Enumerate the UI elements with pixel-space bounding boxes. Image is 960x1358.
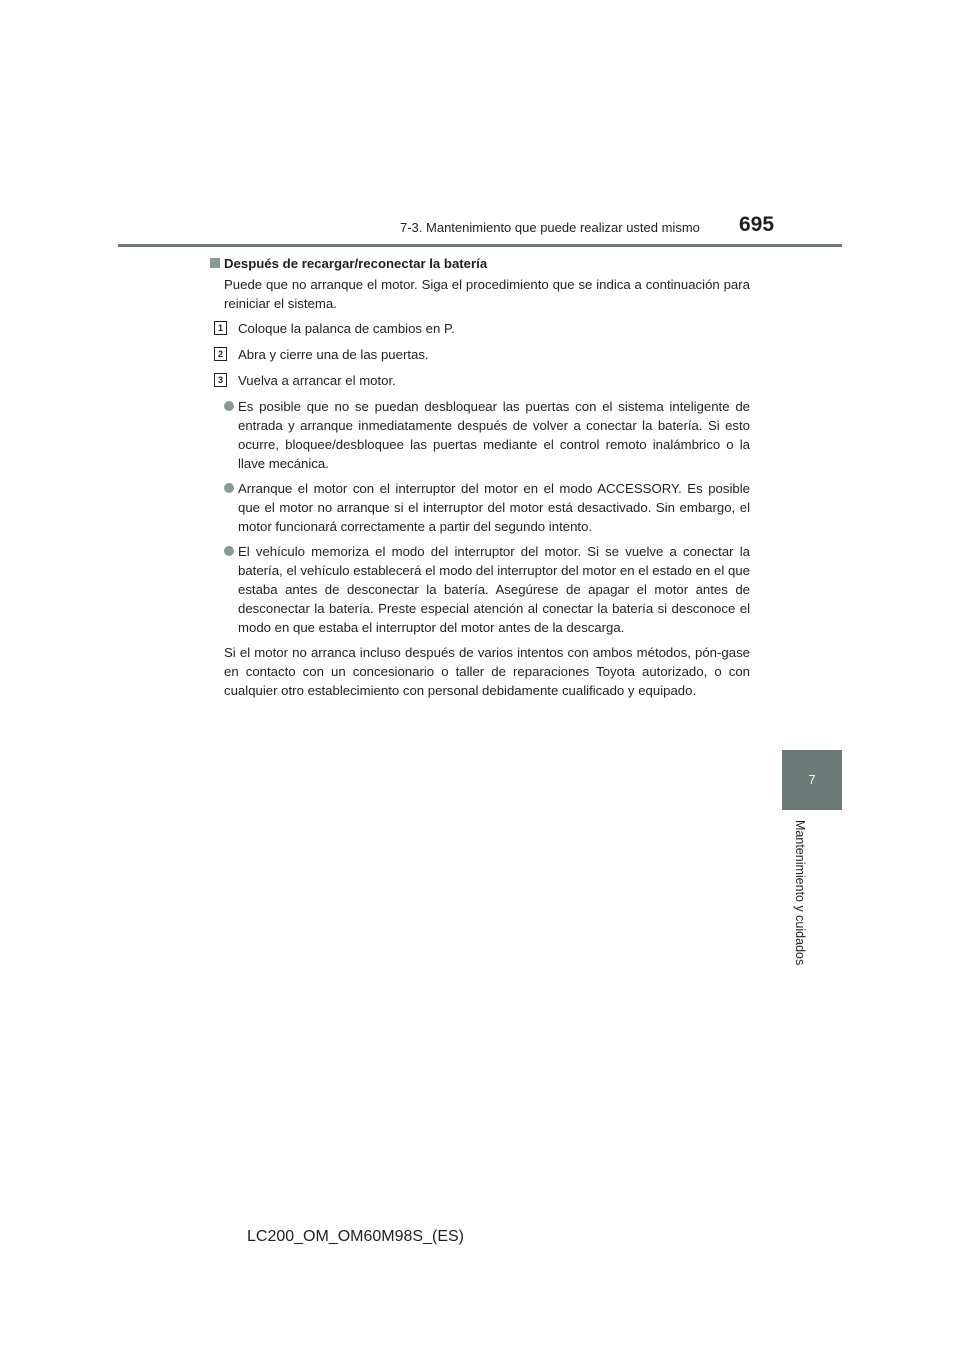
closing-paragraph: Si el motor no arranca incluso después de varios intentos con ambos métodos, pón-gase en contacto con un concesionario o taller de reparaciones Toyota autorizado, o con cualquier otro establecimiento con personal debidamente cualificado y equipado. bbox=[224, 645, 750, 698]
bullet-text: Es posible que no se puedan desbloquear las puertas con el sistema inteligente de entrada y arranque inmediatamente después de volver a conectar la batería. Si esto ocurre, bloquee/desbloquee las puertas mediante el control remoto inalámbrico o la llave mecánica. bbox=[238, 399, 750, 471]
step-item bbox=[210, 319, 750, 338]
bullet-item bbox=[210, 542, 750, 637]
intro-paragraph: Puede que no arranque el motor. Siga el procedimiento que se indica a continuación para reiniciar el sistema. bbox=[224, 277, 750, 311]
bullet-text: Arranque el motor con el interruptor del motor en el modo ACCESSORY. Es posible que el motor no arranque si el interruptor del motor está desactivado. Sin embargo, el motor funcionará correctamente a partir del segundo intento. bbox=[238, 481, 750, 534]
bullet-item bbox=[210, 479, 750, 536]
step-text: Abra y cierre una de las puertas. bbox=[238, 347, 429, 362]
step-number-icon: 3 bbox=[214, 373, 227, 387]
square-bullet-icon bbox=[210, 258, 220, 268]
chapter-label: Mantenimiento y cuidados bbox=[793, 820, 807, 966]
step-number-icon: 2 bbox=[214, 347, 227, 361]
bullet-item bbox=[210, 397, 750, 473]
step-item bbox=[210, 371, 750, 390]
header-divider bbox=[118, 244, 842, 247]
circle-bullet-icon bbox=[224, 546, 234, 556]
heading-text: Después de recargar/reconectar la batería bbox=[224, 256, 488, 271]
page-number: 695 bbox=[739, 213, 775, 236]
bullet-text: El vehículo memoriza el modo del interruptor del motor. Si se vuelve a conectar la batería, el vehículo establecerá el modo del interruptor del motor en el estado en el que estaba antes de desconectar la batería. Asegúrese de apagar el motor antes de desconectar la batería. Preste especial atención al conectar la batería si desconoce el modo en que estaba el interruptor del motor antes de la descarga. bbox=[238, 544, 750, 635]
step-number-icon: 1 bbox=[214, 321, 227, 335]
circle-bullet-icon bbox=[224, 483, 234, 493]
main-content bbox=[210, 254, 750, 713]
section-title: 7-3. Mantenimiento que puede realizar usted mismo bbox=[400, 220, 700, 235]
chapter-tab: 7 bbox=[782, 750, 842, 810]
step-item bbox=[210, 345, 750, 364]
document-code: LC200_OM_OM60M98S_(ES) bbox=[247, 1228, 464, 1245]
step-text: Vuelva a arrancar el motor. bbox=[238, 373, 396, 388]
section-heading bbox=[210, 254, 750, 273]
circle-bullet-icon bbox=[224, 401, 234, 411]
step-text: Coloque la palanca de cambios en P. bbox=[238, 321, 455, 336]
